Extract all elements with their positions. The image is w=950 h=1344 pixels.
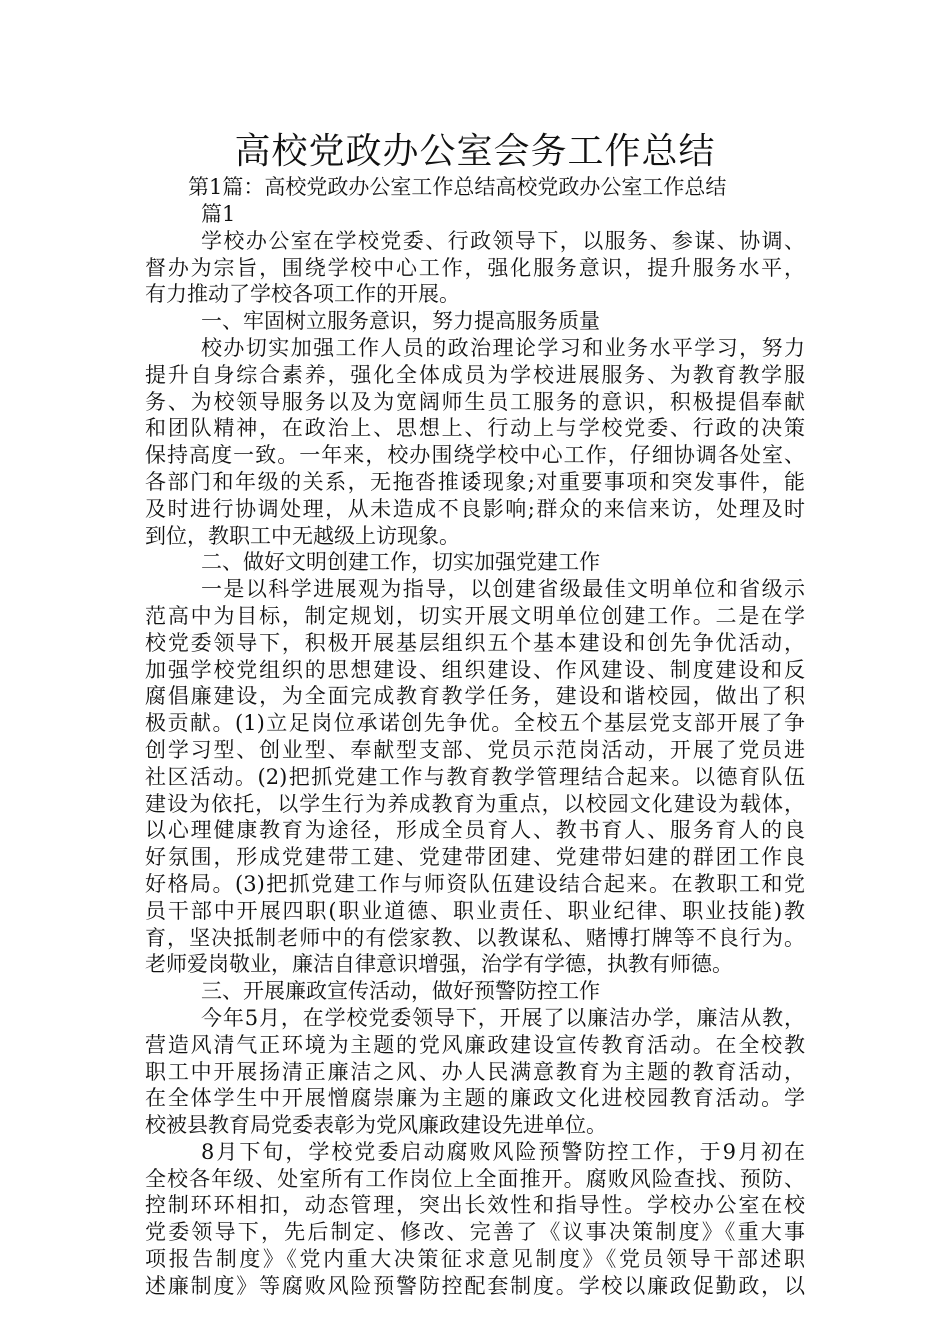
text-line: 控制环环相扣，动态管理，突出长效性和指导性。学校办公室在校 <box>145 1193 805 1218</box>
text-line: 学校办公室在学校党委、行政领导下，以服务、参谋、协调、 <box>201 228 805 253</box>
text-line: 各部门和年级的关系，无拖沓推诿现象;对重要事项和突发事件，能 <box>145 469 805 494</box>
text-line: 在全体学生中开展憎腐崇廉为主题的廉政文化进校园教育活动。学 <box>145 1086 805 1111</box>
text-line: 有力推动了学校各项工作的开展。 <box>145 282 460 307</box>
text-line: 建设为依托，以学生行为养成教育为重点，以校园文化建设为载体， <box>145 791 805 816</box>
text-line: 好氛围，形成党建带工建、党建带团建、党建带妇建的群团工作良 <box>145 845 805 870</box>
text-line: 一是以科学进展观为指导，以创建省级最佳文明单位和省级示 <box>201 577 805 602</box>
document-subtitle: 第1篇：高校党政办公室工作总结高校党政办公室工作总结 <box>188 175 727 199</box>
text-line: 一、牢固树立服务意识，努力提高服务质量 <box>201 309 600 334</box>
text-line: 老师爱岗敬业，廉洁自律意识增强，治学有学德，执教有师德。 <box>145 952 733 977</box>
text-line: 加强学校党组织的思想建设、组织建设、作风建设、制度建设和反 <box>145 657 805 682</box>
text-line: 二、做好文明创建工作，切实加强党建工作 <box>201 550 600 575</box>
text-line: 社区活动。(2)把抓党建工作与教育教学管理结合起来。以德育队伍 <box>145 764 805 789</box>
text-line: 好格局。(3)把抓党建工作与师资队伍建设结合起来。在教职工和党 <box>145 871 805 896</box>
text-line: 提升自身综合素养，强化全体成员为学校进展服务、为教育教学服 <box>145 362 805 387</box>
text-line: 育，坚决抵制老师中的有偿家教、以教谋私、赌博打牌等不良行为。 <box>145 925 805 950</box>
text-line: 党委领导下，先后制定、修改、完善了《议事决策制度》《重大事 <box>145 1220 805 1245</box>
text-line: 校办切实加强工作人员的政治理论学习和业务水平学习，努力 <box>201 335 805 360</box>
text-line: 保持高度一致。一年来，校办围绕学校中心工作，仔细协调各处室、 <box>145 443 805 468</box>
text-line: 8月下旬，学校党委启动腐败风险预警防控工作，于9月初在 <box>201 1139 805 1164</box>
text-line: 员干部中开展四职(职业道德、职业责任、职业纪律、职业技能)教 <box>145 898 805 923</box>
text-line: 三、开展廉政宣传活动，做好预警防控工作 <box>201 979 600 1004</box>
text-line: 范高中为目标，制定规划，切实开展文明单位创建工作。二是在学 <box>145 603 805 628</box>
document-body <box>145 201 805 1300</box>
text-line: 务、为校领导服务以及为宽阔师生员工服务的意识，积极提倡奉献 <box>145 389 805 414</box>
text-line: 项报告制度》《党内重大决策征求意见制度》《党员领导干部述职 <box>145 1247 805 1272</box>
text-line: 述廉制度》等腐败风险预警防控配套制度。学校以廉政促勤政，以 <box>145 1273 805 1298</box>
text-line: 职工中开展扬清正廉洁之风、办人民满意教育为主题的教育活动， <box>145 1059 805 1084</box>
text-line: 篇1 <box>201 202 236 226</box>
text-line: 全校各年级、处室所有工作岗位上全面推开。腐败风险查找、预防、 <box>145 1166 805 1191</box>
text-line: 和团队精神，在政治上、思想上、行动上与学校党委、行政的决策 <box>145 416 805 441</box>
text-line: 校党委领导下，积极开展基层组织五个基本建设和创先争优活动， <box>145 630 805 655</box>
text-line: 今年5月，在学校党委领导下，开展了以廉洁办学，廉洁从教， <box>201 1005 805 1030</box>
text-line: 营造风清气正环境为主题的党风廉政建设宣传教育活动。在全校教 <box>145 1032 805 1057</box>
text-line: 腐倡廉建设，为全面完成教育教学任务，建设和谐校园，做出了积 <box>145 684 805 709</box>
text-line: 督办为宗旨，围绕学校中心工作，强化服务意识，提升服务水平， <box>145 255 805 280</box>
text-line: 极贡献。(1)立足岗位承诺创先争优。全校五个基层党支部开展了争 <box>145 711 805 736</box>
text-line: 及时进行协调处理，从未造成不良影响;群众的来信来访，处理及时 <box>145 496 805 521</box>
text-line: 以心理健康教育为途径，形成全员育人、教书育人、服务育人的良 <box>145 818 805 843</box>
text-line: 创学习型、创业型、奉献型支部、党员示范岗活动，开展了党员进 <box>145 737 805 762</box>
text-line: 到位，教职工中无越级上访现象。 <box>145 523 460 548</box>
text-line: 校被县教育局党委表彰为党风廉政建设先进单位。 <box>145 1113 607 1138</box>
document-title: 高校党政办公室会务工作总结 <box>234 131 716 172</box>
